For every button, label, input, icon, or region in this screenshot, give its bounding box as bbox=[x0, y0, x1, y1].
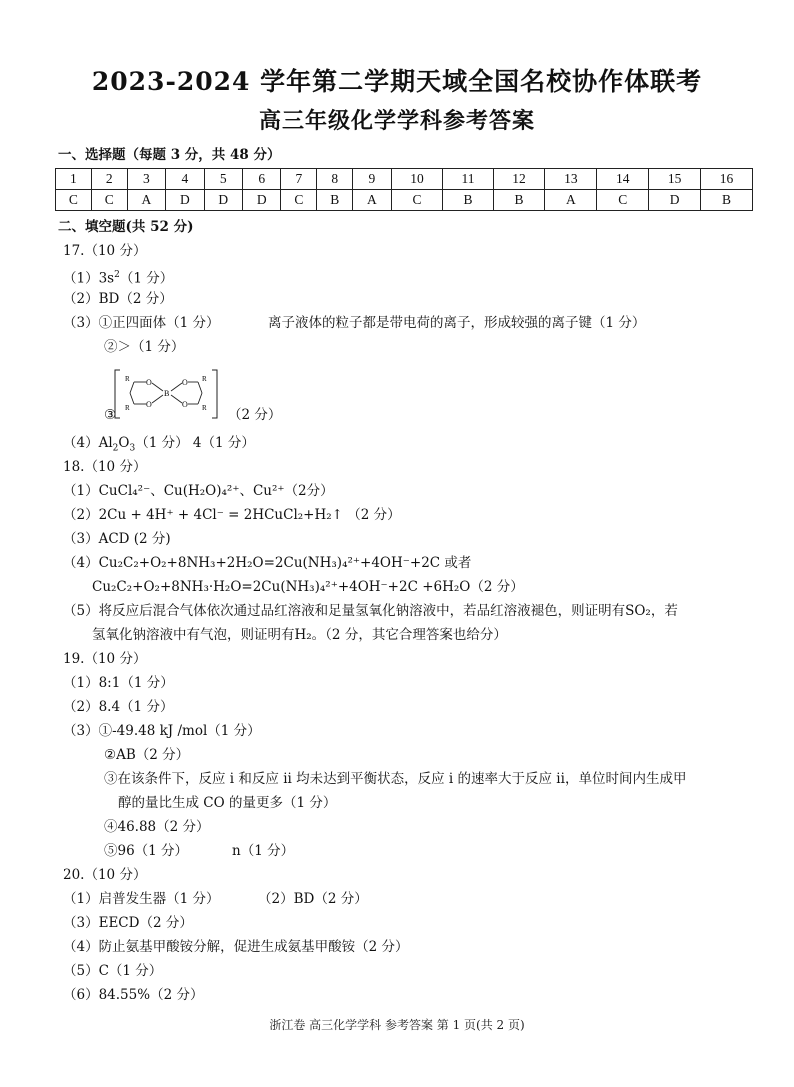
answer-cell: D bbox=[243, 190, 281, 211]
bond bbox=[130, 393, 134, 404]
bond bbox=[130, 382, 134, 393]
group-r: R bbox=[125, 404, 130, 412]
bond bbox=[152, 395, 163, 403]
bond bbox=[171, 395, 182, 403]
q17-part3c-marker: ③ bbox=[104, 407, 117, 423]
q17-part4-score: （1 分） 4（1 分） bbox=[135, 435, 255, 451]
answer-cell: C bbox=[56, 190, 92, 211]
page-subtitle: 高三年级化学学科参考答案 bbox=[258, 108, 535, 134]
q17-part3a-explanation: 离子液体的粒子都是带电荷的离子，形成较强的离子键（1 分） bbox=[268, 315, 646, 331]
q20-part5: （5）C（1 分） bbox=[63, 963, 163, 979]
q18-heading: 18.（10 分） bbox=[63, 459, 147, 475]
question-number: 7 bbox=[281, 169, 317, 190]
q19-heading: 19.（10 分） bbox=[63, 651, 147, 667]
q20-part2: （2）BD（2 分） bbox=[258, 891, 368, 907]
q20-part6: （6）84.55%（2 分） bbox=[63, 987, 204, 1003]
group-r: R bbox=[202, 404, 207, 412]
q20-part4: （4）防止氨基甲酸铵分解，促进生成氨基甲酸铵（2 分） bbox=[63, 939, 409, 955]
question-number: 13 bbox=[545, 169, 597, 190]
question-number: 11 bbox=[443, 169, 493, 190]
q17-part3a: （3）①正四面体（1 分） bbox=[63, 315, 220, 331]
q17-part1-score: （1 分） bbox=[119, 270, 174, 287]
answer-cell: D bbox=[649, 190, 701, 211]
q17-heading: 17.（10 分） bbox=[63, 243, 147, 259]
q17-part1-sup: 2 bbox=[114, 270, 120, 280]
answer-cell: B bbox=[317, 190, 353, 211]
section2-heading: 二、填空题(共 52 分) bbox=[58, 219, 194, 235]
q18-part5a: （5）将反应后混合气体依次通过品红溶液和足量氢氧化钠溶液中，若品红溶液褪色，则证明有SO₂，若 bbox=[63, 603, 678, 619]
answer-cell: C bbox=[91, 190, 127, 211]
question-number: 16 bbox=[701, 169, 753, 190]
answer-cell: B bbox=[493, 190, 545, 211]
answer-cell: A bbox=[353, 190, 391, 211]
q19-part3a: （3）①-49.48 kJ /mol（1 分） bbox=[63, 723, 261, 739]
atom-o: O bbox=[182, 400, 188, 409]
q19-part3c: ③在该条件下，反应 i 和反应 ii 均未达到平衡状态，反应 i 的速率大于反应 ii，单位时间内生成甲 bbox=[104, 771, 687, 787]
q17-part3c-score: （2 分） bbox=[228, 407, 282, 423]
bond bbox=[171, 383, 182, 391]
answer-cell: C bbox=[281, 190, 317, 211]
bond bbox=[198, 393, 202, 404]
question-number: 6 bbox=[243, 169, 281, 190]
q20-part3: （3）EECD（2 分） bbox=[63, 915, 193, 931]
group-r: R bbox=[125, 375, 130, 383]
answer-cell: D bbox=[204, 190, 242, 211]
question-number: 15 bbox=[649, 169, 701, 190]
q18-part1: （1）CuCl₄²⁻、Cu(H₂O)₄²⁺、Cu²⁺（2分） bbox=[63, 483, 334, 499]
answer-cell: C bbox=[597, 190, 649, 211]
question-number: 8 bbox=[317, 169, 353, 190]
bond bbox=[198, 382, 202, 393]
page-title: 2023-2024 学年第二学期天域全国名校协作体联考 bbox=[91, 67, 703, 96]
q20-part1: （1）启普发生器（1 分） bbox=[63, 891, 220, 907]
answer-cell: C bbox=[391, 190, 443, 211]
q19-part3b: ②AB（2 分） bbox=[104, 747, 190, 763]
answer-table-number-row bbox=[56, 169, 753, 190]
question-number: 14 bbox=[597, 169, 649, 190]
question-number: 2 bbox=[91, 169, 127, 190]
left-bracket bbox=[115, 370, 120, 418]
q19-part2: （2）8.4（1 分） bbox=[63, 699, 174, 715]
q18-part4a: （4）Cu₂C₂+O₂+8NH₃+2H₂O=2Cu(NH₃)₄²⁺+4OH⁻+2C 或者 bbox=[63, 555, 472, 571]
q17-part4-sub2: 3 bbox=[129, 443, 136, 454]
answer-cell: B bbox=[701, 190, 753, 211]
q17-part4-mid: O bbox=[118, 435, 130, 451]
q17-part3b: ②＞（1 分） bbox=[104, 339, 185, 355]
question-number: 5 bbox=[204, 169, 242, 190]
q20-heading: 20.（10 分） bbox=[63, 867, 147, 883]
group-r: R bbox=[202, 375, 207, 383]
right-bracket bbox=[212, 370, 217, 418]
answer-table bbox=[55, 168, 753, 211]
answer-cell: D bbox=[166, 190, 204, 211]
atom-b: B bbox=[164, 389, 170, 398]
section1-heading: 一、选择题（每题 3 分，共 48 分） bbox=[58, 147, 281, 163]
answer-cell: B bbox=[443, 190, 493, 211]
question-number: 12 bbox=[493, 169, 545, 190]
q19-part3e: ④46.88（2 分） bbox=[104, 819, 210, 835]
q18-part4b: Cu₂C₂+O₂+8NH₃·H₂O=2Cu(NH₃)₄²⁺+4OH⁻+2C +6H₂O（2 分） bbox=[92, 579, 524, 595]
q17-part2: （2）BD（2 分） bbox=[63, 291, 173, 307]
atom-o: O bbox=[182, 378, 188, 387]
boron-complex-structure bbox=[112, 368, 222, 420]
q18-part3: （3）ACD (2 分) bbox=[63, 531, 171, 547]
q18-part2: （2）2Cu + 4H⁺ + 4Cl⁻ = 2HCuCl₂+H₂↑ （2 分） bbox=[63, 507, 401, 523]
q17-part1 bbox=[63, 266, 173, 288]
q19-part3d: 醇的量比生成 CO 的量更多（1 分） bbox=[118, 795, 337, 811]
question-number: 4 bbox=[166, 169, 204, 190]
q17-part4 bbox=[63, 434, 255, 458]
question-number: 3 bbox=[127, 169, 165, 190]
answer-table-answer-row bbox=[56, 190, 753, 211]
question-number: 9 bbox=[353, 169, 391, 190]
q17-part4-text: （4）Al bbox=[63, 435, 113, 451]
question-number: 1 bbox=[56, 169, 92, 190]
q17-part4-sub: 2 bbox=[112, 443, 119, 454]
q17-part1-text: （1）3s bbox=[63, 270, 115, 287]
q19-part3f-right: n（1 分） bbox=[232, 843, 295, 859]
q19-part3f: ⑤96（1 分） bbox=[104, 843, 189, 859]
answer-cell: A bbox=[545, 190, 597, 211]
atom-o: O bbox=[146, 378, 152, 387]
question-number: 10 bbox=[391, 169, 443, 190]
q19-part1: （1）8:1（1 分） bbox=[63, 675, 174, 691]
answer-cell: A bbox=[127, 190, 165, 211]
page-footer: 浙江卷 高三化学学科 参考答案 第 1 页(共 2 页) bbox=[269, 1018, 525, 1032]
bond bbox=[152, 383, 163, 391]
q18-part5b: 氢氧化钠溶液中有气泡，则证明有H₂。（2 分，其它合理答案也给分） bbox=[92, 627, 507, 643]
atom-o: O bbox=[146, 400, 152, 409]
